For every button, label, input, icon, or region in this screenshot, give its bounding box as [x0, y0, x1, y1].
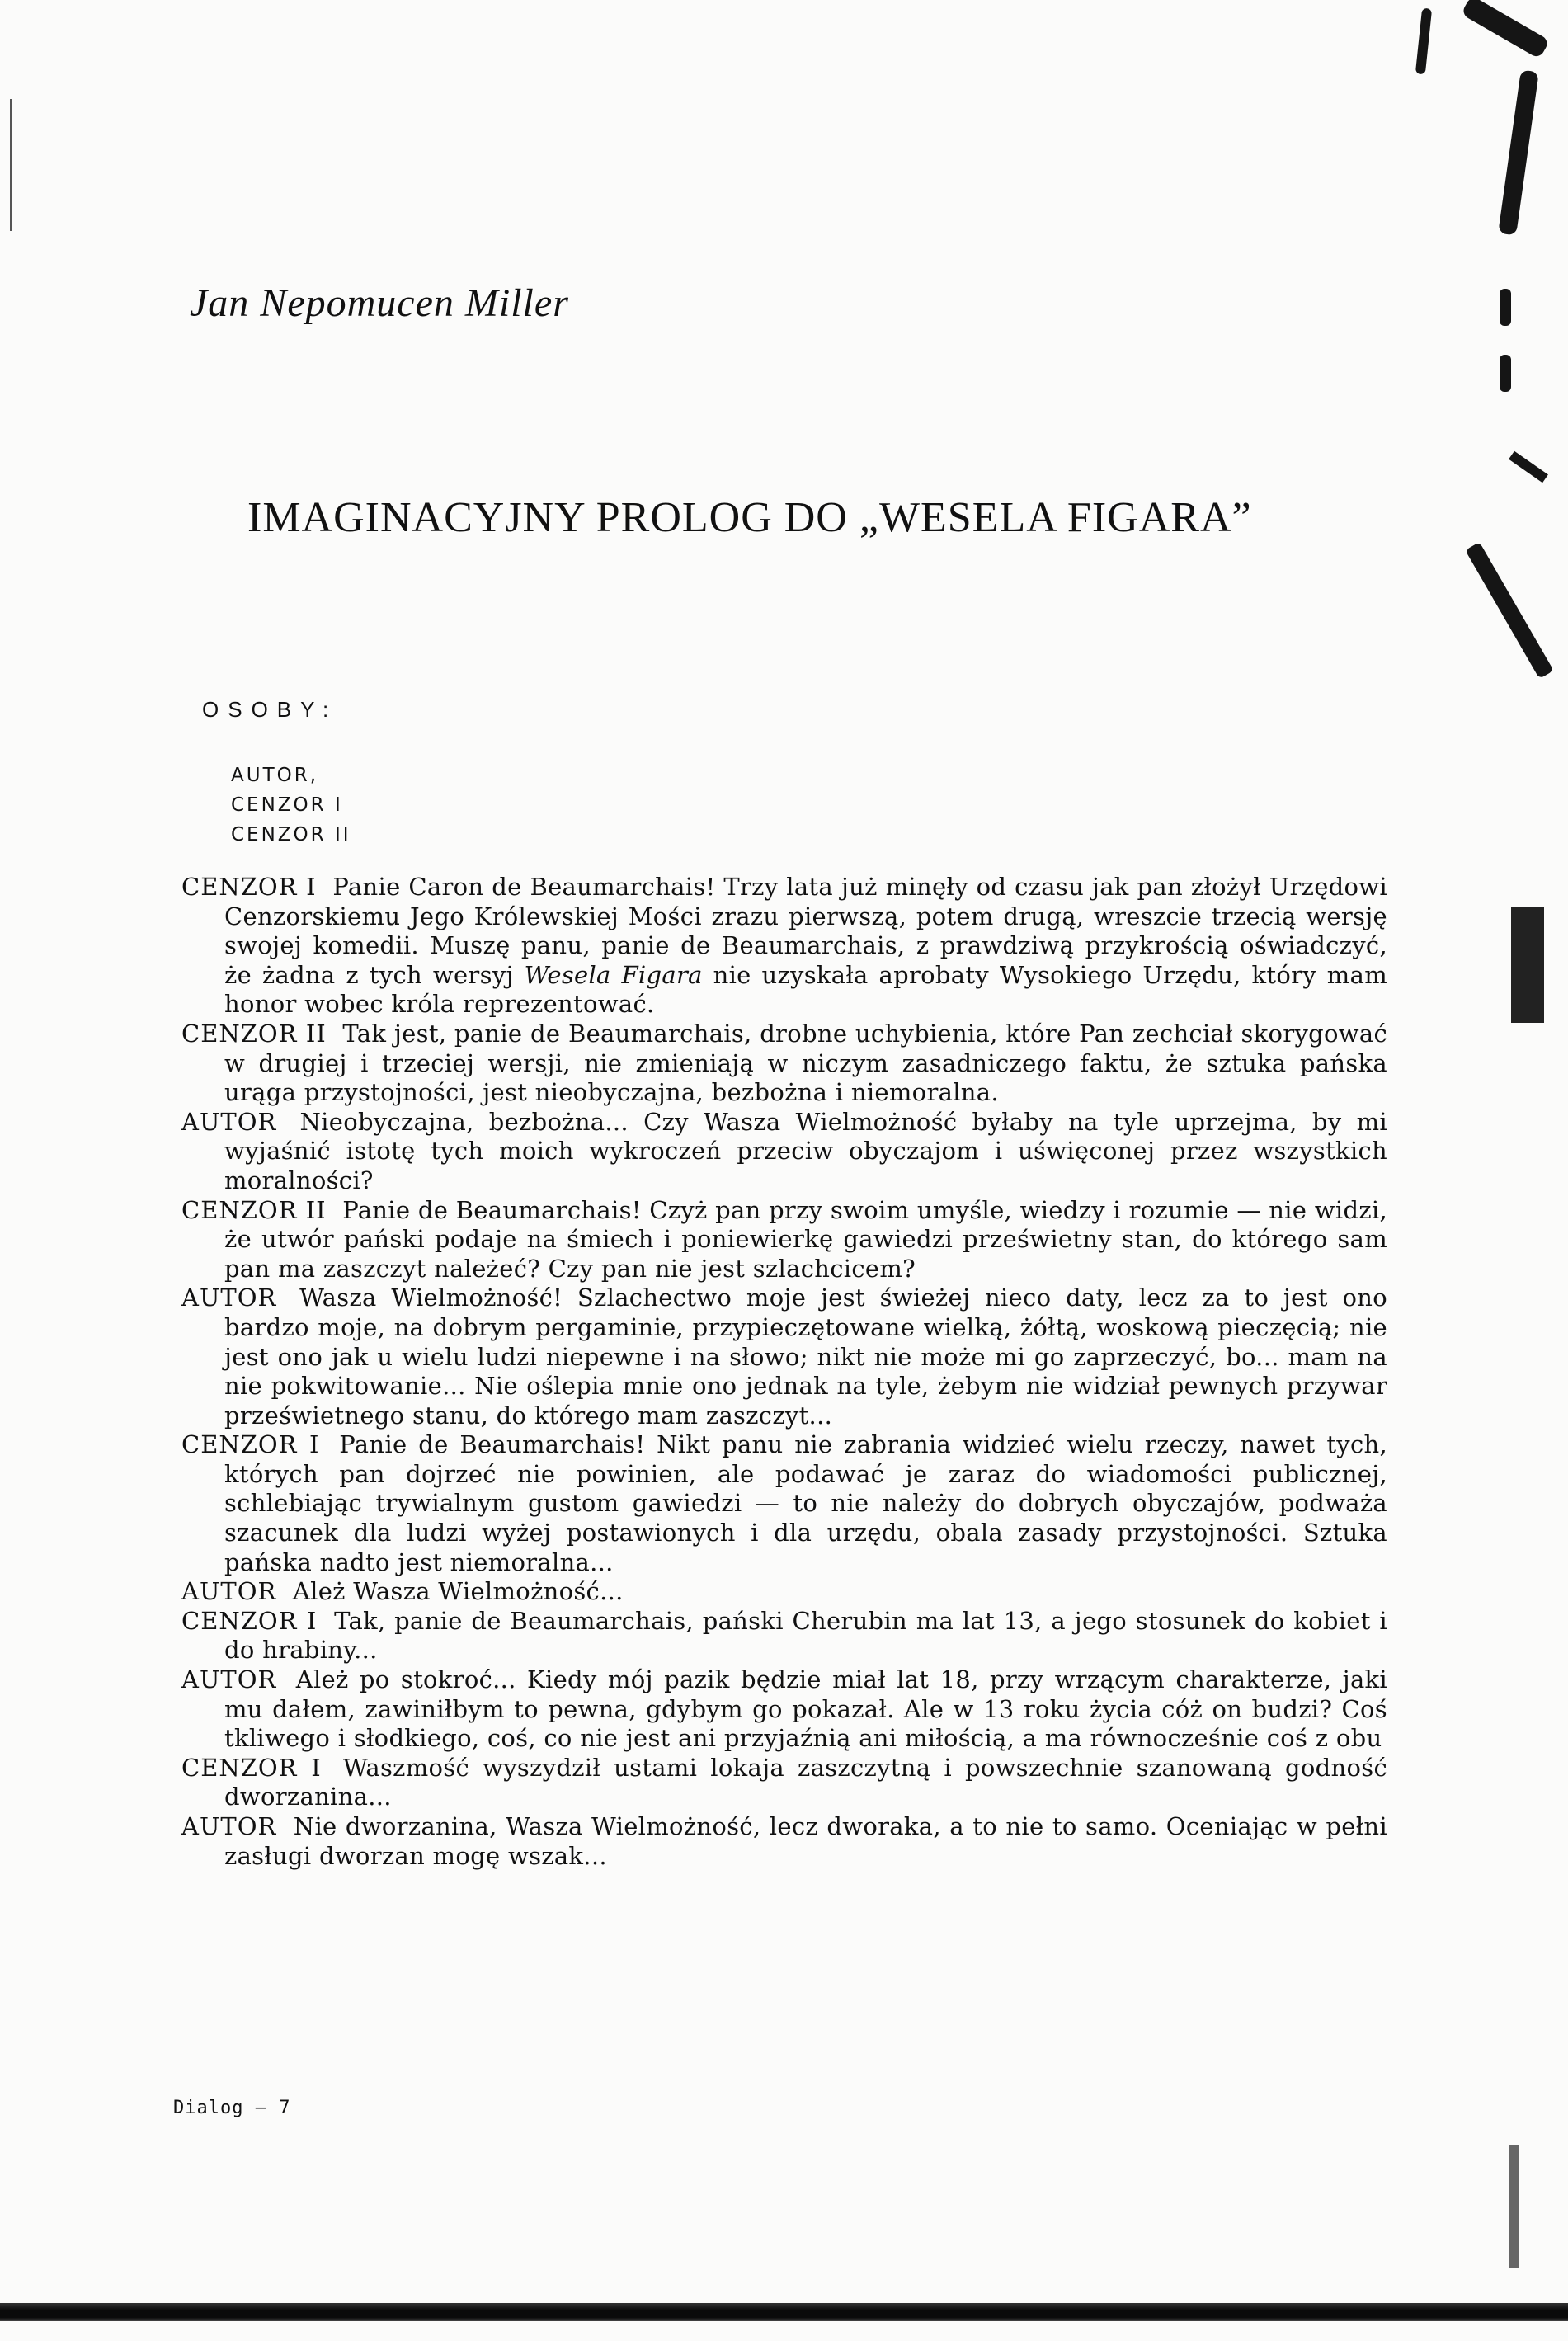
speech-text: Nieobyczajna, bezbożna... Czy Wasza Wielmożność byłaby na tyle uprzejma, by mi wyjaśnić istotę tych moich wykroczeń przeciw obyczajom i uświęconej przez wszystkich moralności? — [224, 1107, 1387, 1194]
scan-smudge — [1415, 8, 1432, 75]
author-name: Jan Nepomucen Miller — [190, 281, 569, 325]
speech — [181, 1108, 1387, 1196]
scan-smudge — [1500, 289, 1511, 326]
speech-text: Panie de Beaumarchais! Czyż pan przy swoim umyśle, wiedzy i rozumie — nie widzi, że utwór pański podaje na śmiech i poniewierkę gawiedzi prześwietny stan, do którego sam pan ma zaszczyt należeć? Czy pan nie jest szlachcicem? — [224, 1195, 1387, 1283]
scan-smudge — [1498, 69, 1539, 235]
speaker-label: AUTOR — [181, 1284, 277, 1312]
speech-text: Tak, panie de Beaumarchais, pański Cherubin ma lat 13, a jego stosunek do kobiet i do hrabiny... — [224, 1606, 1387, 1665]
speaker-label: CENZOR I — [181, 1753, 322, 1782]
speech-text: Waszmość wyszydził ustami lokaja zaszczytną i powszechnie szanowaną godność dworzanina... — [224, 1753, 1387, 1811]
speech — [181, 1577, 1387, 1607]
speech — [181, 1812, 1387, 1871]
scan-smudge — [1509, 2145, 1519, 2268]
scan-smudge — [1500, 355, 1511, 392]
speaker-label: CENZOR II — [181, 1019, 327, 1048]
speech-text: Tak jest, panie de Beaumarchais, drobne uchybienia, które Pan zechciał skorygować w drugiej i trzeciej wersji, nie zmieniają w niczym zasadniczego faktu, że sztuka pańska urąga przystojności, jest nieobyczajna, bezbożna i niemoralna. — [224, 1019, 1387, 1107]
speech-text: Nie dworzanina, Wasza Wielmożność, lecz dworaka, a to nie to samo. Oceniając w pełni zasługi dworzan mogę wszak... — [224, 1812, 1387, 1870]
speaker-label: CENZOR II — [181, 1195, 327, 1224]
speech-text: Ależ po stokroć... Kiedy mój pazik będzie miał lat 18, przy wrzącym charakterze, jaki mu dałem, zawiniłbym to pewna, gdybym go pokazał. Ale w 13 roku życia cóż on budzi? Coś tkliwego i słodkiego, coś, co nie jest ani przyjaźnią ani miłością, a ma równocześnie coś z obu — [224, 1665, 1387, 1753]
speech-text: Panie Caron de Beaumarchais! Trzy lata już minęły od czasu jak pan złożył Urzędowi Cenzorskiemu Jego Królewskiej Mości zrazu pierwszą, potem drugą, wreszcie trzecią wersję swojej komedii. Muszę panu, panie de Beaumarchais, z prawdziwą przykrością oświadczyć, że żadna z tych wersyj — [224, 873, 1388, 989]
character-item: AUTOR, — [231, 765, 319, 786]
speech — [181, 1754, 1387, 1812]
speech-text: Wasza Wielmożność! Szlachectwo moje jest świeżej nieco daty, lecz za to jest ono bardzo moje, na dobrym pergaminie, przypieczętowane wielką, żółtą, woskową pieczęcią; nie jest ono jak u wielu ludzi niepewne i na słowo; nikt nie może mi go zaprzeczyć, bo... mam na nie pokwitowanie... Nie oślepia mnie ono jednak na tyle, żebym nie widział pewnych przywar prześwietnego stanu, do którego mam zaszczyt... — [224, 1284, 1387, 1430]
speaker-label: AUTOR — [181, 1577, 277, 1606]
speech-text: Panie de Beaumarchais! Nikt panu nie zabrania widzieć wielu rzeczy, nawet tych, których pan dojrzeć nie powinien, ale podawać je zaraz do wiadomości publicznej, schlebiając trywialnym gustom gawiedzi — to nie należy do dobrych obyczajów, podważa szacunek dla ludzi wyżej postawionych i dla urzędu, obala zasady przystojności. Sztuka pańska nadto jest niemoralna... — [224, 1430, 1387, 1576]
speech — [181, 1020, 1387, 1108]
dialogue-body — [181, 873, 1387, 1871]
osoby-list — [231, 761, 351, 850]
scan-smudge — [1465, 542, 1553, 679]
speaker-label: AUTOR — [181, 1665, 277, 1694]
page-footer: Dialog — 7 — [173, 2098, 291, 2118]
speaker-label: AUTOR — [181, 1107, 277, 1136]
speaker-label: CENZOR I — [181, 873, 317, 901]
speaker-label: CENZOR I — [181, 1430, 320, 1459]
scan-bottom-band — [0, 2303, 1568, 2321]
speech — [181, 873, 1387, 1020]
speech — [181, 1284, 1387, 1430]
play-title: IMAGINACYJNY PROLOG DO „WESELA FIGARA” — [247, 494, 1252, 541]
speaker-label: AUTOR — [181, 1812, 277, 1840]
speech — [181, 1607, 1387, 1665]
speech — [181, 1430, 1387, 1577]
scan-smudge — [1461, 0, 1550, 59]
scan-smudge — [1511, 907, 1544, 1023]
play-title-inline: Wesela Figara — [524, 960, 703, 989]
speech-text: nie uzyskała aprobaty Wysokiego Urzędu, który mam honor wobec króla reprezentować. — [224, 960, 1387, 1019]
scan-edge-mark — [10, 99, 12, 231]
osoby-heading: OSOBY: — [202, 697, 338, 722]
speech-text: Ależ Wasza Wielmożność... — [292, 1577, 624, 1606]
speech — [181, 1196, 1387, 1284]
character-item: CENZOR II — [231, 824, 351, 845]
speech — [181, 1665, 1387, 1754]
speaker-label: CENZOR I — [181, 1606, 318, 1635]
character-item: CENZOR I — [231, 794, 343, 816]
scan-smudge — [1509, 451, 1548, 483]
